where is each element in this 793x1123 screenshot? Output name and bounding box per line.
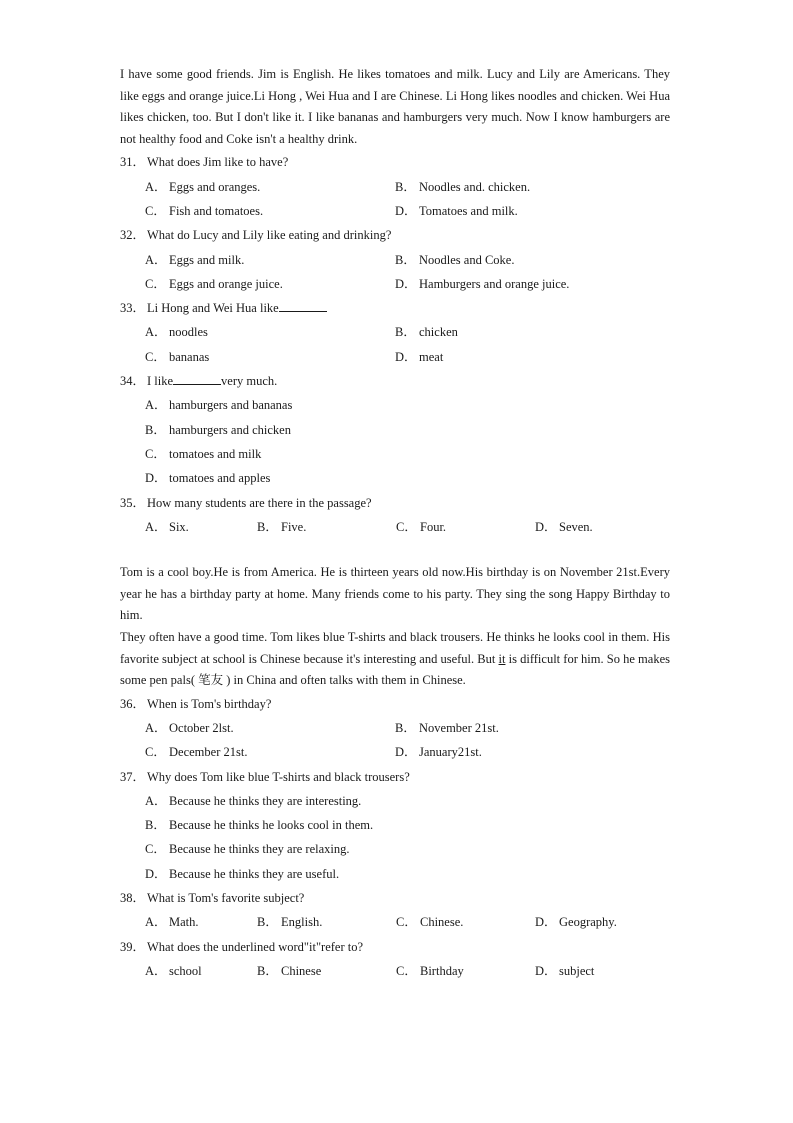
q32-options-row-2 <box>120 272 670 296</box>
passage-2-paragraph-1: Tom is a cool boy.He is from America. He is thirteen years old now.His birthday is on November 21st.Every year he has a birthday party at home. Many friends come to his party. They sing the song Happy Birthday to him. <box>120 565 670 623</box>
q37-option-a-row <box>120 789 670 813</box>
q33-option-b[interactable]: B． chicken <box>395 325 458 340</box>
q35-option-a[interactable]: A． Six. <box>145 519 189 534</box>
q36-option-b[interactable]: B． November 21st. <box>395 720 499 735</box>
q37-option-c-row <box>120 837 670 861</box>
q36-option-d[interactable]: D． January21st. <box>395 745 482 760</box>
question-35-text: How many students are there in the passage? <box>147 495 372 510</box>
q32-option-a[interactable]: A． Eggs and milk. <box>145 252 245 267</box>
q34-option-d[interactable]: D． tomatoes and apples <box>145 471 271 486</box>
q39-option-c[interactable]: C． Birthday <box>396 963 464 978</box>
question-32-text: What do Lucy and Lily like eating and drinking? <box>147 228 392 243</box>
q32-option-b[interactable]: B． Noodles and Coke. <box>395 252 515 267</box>
passage-2-paragraph-2: They often have a good time. Tom likes blue T-shirts and black trousers. He thinks he looks cool in them. His favorite subject at school is Chinese because it's interesting and useful. But it is difficult for him. So he makes some pen pals( 笔友 ) in China and often talks with them in Chinese. <box>120 629 670 688</box>
q37-option-d-row <box>120 862 670 886</box>
q32-options-row-1 <box>120 248 670 272</box>
q38-option-a[interactable]: A． Math. <box>145 915 199 930</box>
question-37-text: Why does Tom like blue T-shirts and black trousers? <box>147 769 410 784</box>
q36-option-a[interactable]: A． October 2lst. <box>145 720 234 735</box>
q39-option-a[interactable]: A． school <box>145 963 202 978</box>
q35-option-d[interactable]: D． Seven. <box>535 519 593 534</box>
q34-option-a[interactable]: A． hamburgers and bananas <box>145 398 293 413</box>
q34-option-d-row <box>120 466 670 490</box>
q33-option-a[interactable]: A． noodles <box>145 325 208 340</box>
question-38-text: What is Tom's favorite subject? <box>147 891 305 906</box>
q38-option-d[interactable]: D． Geography. <box>535 915 617 930</box>
q36-options-row-2 <box>120 740 670 764</box>
q31-option-c[interactable]: C． Fish and tomatoes. <box>145 203 264 218</box>
q38-options-row <box>120 910 670 934</box>
answer-blank[interactable] <box>279 299 327 312</box>
underlined-word-it: it <box>498 651 506 666</box>
q39-option-b[interactable]: B． Chinese <box>257 963 322 978</box>
q33-options-row-2 <box>120 345 670 369</box>
question-39-text: What does the underlined word"it"refer to? <box>147 939 364 954</box>
q33-option-c[interactable]: C． bananas <box>145 349 210 364</box>
question-36-text: When is Tom's birthday? <box>147 696 272 711</box>
q37-option-c[interactable]: C． Because he thinks they are relaxing. <box>145 842 350 857</box>
worksheet-page <box>120 64 670 983</box>
q31-option-a[interactable]: A． Eggs and oranges. <box>145 179 261 194</box>
q34-option-a-row <box>120 393 670 417</box>
q31-options-row-1 <box>120 175 670 199</box>
question-34: 34． I like very much. <box>120 374 278 389</box>
q34-option-b-row <box>120 418 670 442</box>
q34-option-c[interactable]: C． tomatoes and milk <box>145 446 262 461</box>
question-35: 35． How many students are there in the passage? <box>120 495 372 510</box>
q31-option-b[interactable]: B． Noodles and. chicken. <box>395 179 531 194</box>
passage-1: I have some good friends. Jim is English. He likes tomatoes and milk. Lucy and Lily are Americans. They like eggs and orange juice.Li Hong , Wei Hua and I are Chinese. Li Hong likes noodles and chicken. Wei Hua likes chicken, too. But I don't like it. I like bananas and hamburgers very much. Now I know hamburgers are not healthy food and Coke isn't a healthy drink. <box>120 67 670 146</box>
q35-option-b[interactable]: B． Five. <box>257 519 307 534</box>
q35-options-row <box>120 515 670 539</box>
q34-option-b[interactable]: B． hamburgers and chicken <box>145 422 291 437</box>
q34-option-c-row <box>120 442 670 466</box>
q36-option-c[interactable]: C． December 21st. <box>145 745 248 760</box>
q37-option-b[interactable]: B． Because he thinks he looks cool in them. <box>145 818 374 833</box>
q35-option-c[interactable]: C． Four. <box>396 519 447 534</box>
answer-blank[interactable] <box>173 372 221 385</box>
q31-options-row-2 <box>120 199 670 223</box>
q32-option-c[interactable]: C． Eggs and orange juice. <box>145 276 283 291</box>
q37-option-b-row <box>120 813 670 837</box>
q39-option-d[interactable]: D． subject <box>535 963 595 978</box>
question-31: 31． What does Jim like to have? <box>120 155 289 170</box>
q36-options-row-1 <box>120 716 670 740</box>
q39-options-row <box>120 959 670 983</box>
q31-option-d[interactable]: D． Tomatoes and milk. <box>395 203 518 218</box>
question-33-text: Li Hong and Wei Hua like <box>147 301 279 316</box>
q33-options-row-1 <box>120 320 670 344</box>
question-31-text: What does Jim like to have? <box>147 155 289 170</box>
question-33: 33． Li Hong and Wei Hua like <box>120 296 670 320</box>
question-37: 37． Why does Tom like blue T-shirts and black trousers? <box>120 769 410 784</box>
question-32: 32． What do Lucy and Lily like eating and drinking? <box>120 228 392 243</box>
q37-option-d[interactable]: D． Because he thinks they are useful. <box>145 866 340 881</box>
question-39: 39． What does the underlined word"it"refer to? <box>120 939 364 954</box>
q38-option-c[interactable]: C． Chinese. <box>396 915 464 930</box>
q38-option-b[interactable]: B． English. <box>257 915 323 930</box>
q37-option-a[interactable]: A． Because he thinks they are interesting. <box>145 793 362 808</box>
q33-option-d[interactable]: D． meat <box>395 349 444 364</box>
question-36: 36． When is Tom's birthday? <box>120 696 272 711</box>
q32-option-d[interactable]: D． Hamburgers and orange juice. <box>395 276 570 291</box>
question-38: 38． What is Tom's favorite subject? <box>120 891 305 906</box>
